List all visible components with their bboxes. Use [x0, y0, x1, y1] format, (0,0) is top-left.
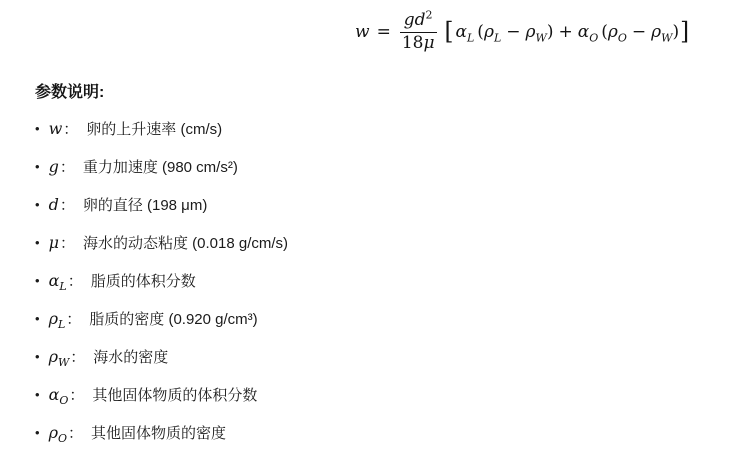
term-rho-W: $\rho_W$ — [525, 22, 547, 45]
param-symbol: $\alpha_O$ — [48, 385, 69, 408]
param-description: 海水的密度 — [93, 349, 169, 366]
param-colon: ： — [59, 235, 75, 252]
term-rho-L: $\rho_L$ — [483, 22, 502, 45]
param-description: 其他固体物质的体积分数 — [92, 387, 258, 404]
param-item-g — [35, 156, 725, 176]
equals-sign: = — [376, 22, 391, 43]
param-colon: ： — [68, 425, 84, 442]
param-description: 脂质的体积分数 — [90, 273, 196, 290]
equation — [355, 8, 690, 53]
param-symbol: $\rho_O$ — [48, 423, 67, 446]
param-colon: ： — [59, 197, 75, 214]
close-bracket: ] — [680, 18, 690, 46]
bullet-icon: • — [35, 386, 40, 402]
param-description: 海水的动态粘度 (0.018 g/cm/s) — [82, 235, 289, 252]
param-symbol: $\alpha_L$ — [48, 271, 67, 294]
param-item-w — [35, 118, 725, 138]
term-rho-W: $\rho_W$ — [651, 22, 673, 45]
bullet-icon: • — [35, 196, 40, 212]
param-description: 脂质的密度 (0.920 g/cm³) — [89, 311, 258, 328]
term-rho-O: $\rho_O$ — [607, 22, 627, 45]
bullet-icon: • — [35, 120, 40, 136]
param-colon: ： — [70, 349, 86, 366]
param-description: 卵的上升速率 (cm/s) — [86, 121, 223, 138]
param-colon: ： — [67, 273, 83, 290]
param-item-alpha-L — [35, 270, 725, 294]
parameters-list — [35, 118, 725, 460]
bullet-icon: • — [35, 310, 40, 326]
param-item-d — [35, 194, 725, 214]
bullet-icon: • — [35, 158, 40, 174]
param-description: 卵的直径 (198 μm) — [82, 197, 208, 214]
open-paren: ( — [601, 22, 608, 43]
param-symbol: d — [48, 195, 59, 214]
param-symbol: μ — [48, 233, 59, 252]
open-paren: ( — [477, 22, 484, 43]
param-item-rho-W — [35, 346, 725, 370]
fraction — [398, 8, 439, 53]
param-item-alpha-O — [35, 384, 725, 408]
param-item-rho-O — [35, 422, 725, 446]
close-paren: ) — [546, 22, 554, 43]
open-bracket: [ — [444, 18, 454, 46]
param-colon: ： — [59, 159, 75, 176]
param-colon: ： — [63, 121, 79, 138]
term-alpha-L: $\alpha_L$ — [455, 22, 475, 45]
param-symbol: $\rho_W$ — [48, 347, 70, 370]
equation-lhs: w — [355, 22, 370, 43]
fraction-denominator: 18μ — [401, 32, 435, 53]
param-description: 重力加速度 (980 cm/s²) — [82, 159, 238, 176]
param-symbol: w — [48, 119, 63, 138]
parameters-heading: 参数说明: — [35, 84, 105, 101]
term-alpha-O: $\alpha_O$ — [577, 22, 599, 45]
param-item-mu — [35, 232, 725, 252]
minus-sign: − — [506, 22, 521, 43]
fraction-numerator: $gd^2$ — [400, 11, 437, 33]
param-symbol: g — [48, 157, 59, 176]
bullet-icon: • — [35, 424, 40, 440]
close-paren: ) — [672, 22, 680, 43]
plus-sign: + — [558, 22, 573, 43]
bullet-icon: • — [35, 272, 40, 288]
bullet-icon: • — [35, 348, 40, 364]
param-item-rho-L — [35, 308, 725, 332]
param-colon: ： — [66, 311, 82, 328]
param-colon: ： — [69, 387, 85, 404]
minus-sign: − — [631, 22, 647, 43]
param-symbol: $\rho_L$ — [48, 309, 66, 332]
bullet-icon: • — [35, 234, 40, 250]
param-description: 其他固体物质的密度 — [91, 425, 227, 442]
